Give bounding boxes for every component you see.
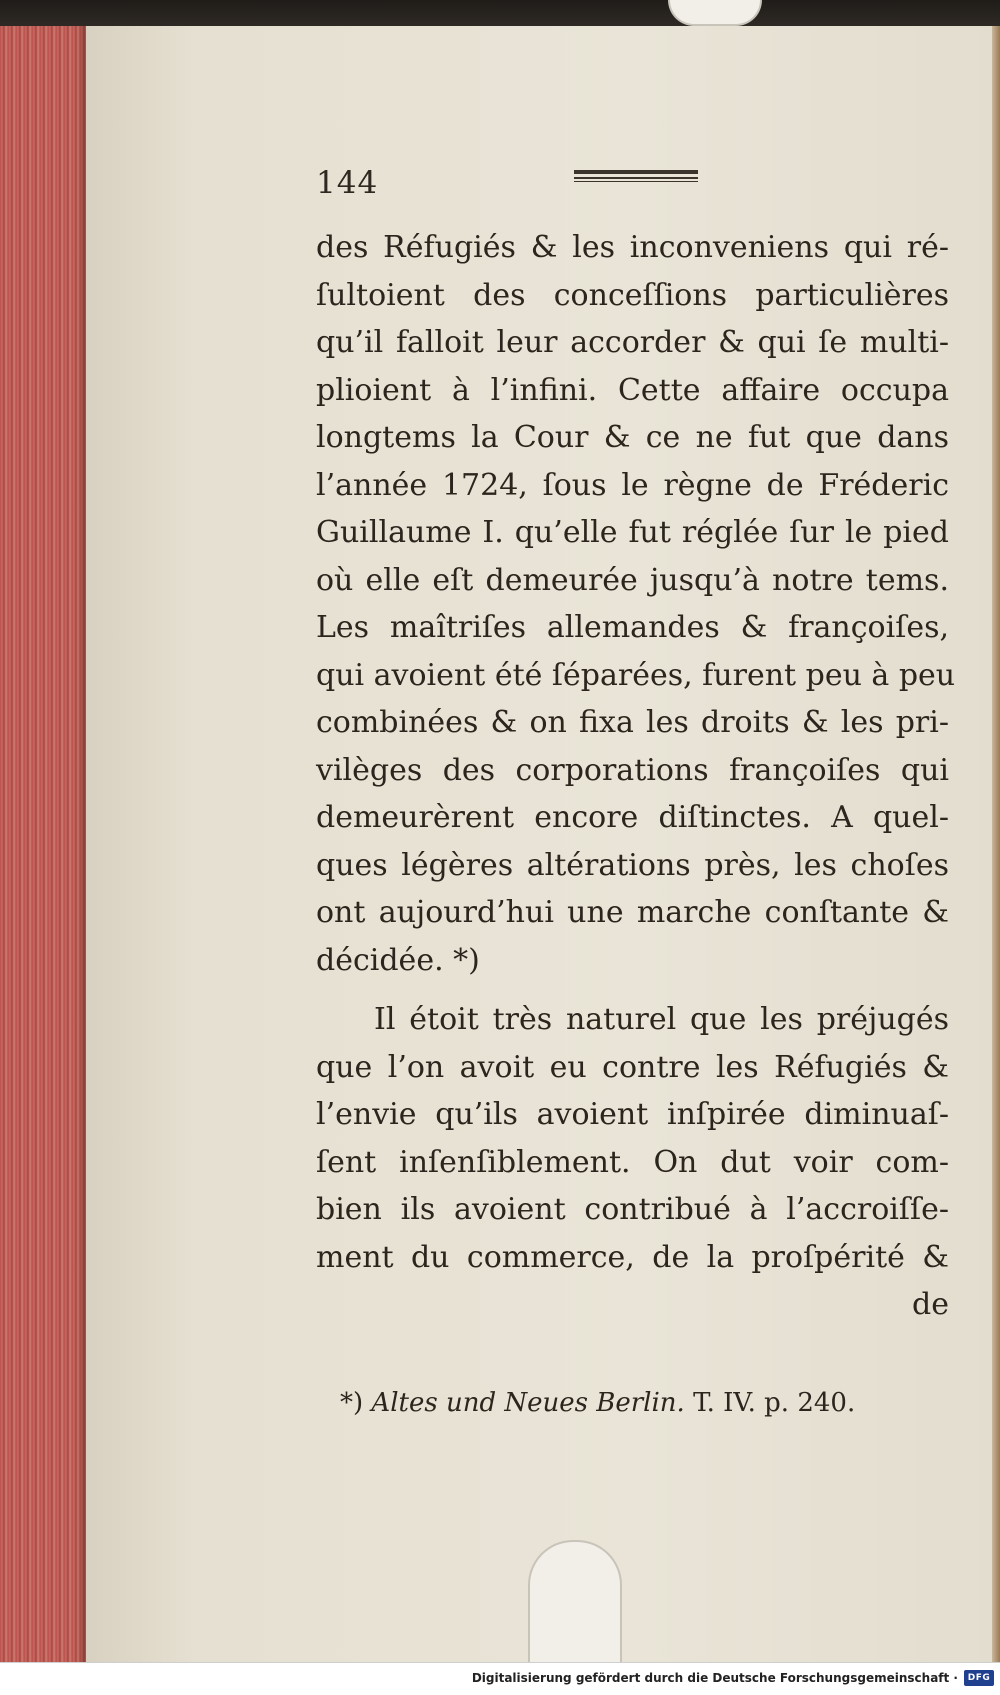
- text-line: décidée. *): [316, 942, 480, 978]
- header-ornament-rule: [574, 170, 698, 182]
- credit-text: Digitalisierung gefördert durch die Deutsche Forschungsgemeinschaft ·: [471, 1671, 958, 1685]
- text-line: ſultoient des conceſſions particulières: [316, 277, 949, 313]
- text-line: combinées & on fixa les droits & les pri-: [316, 705, 949, 740]
- text-line: l’année 1724, ſous le règne de Fréderic: [316, 467, 949, 503]
- text-line: ment du commerce, de la proſpérité &: [316, 1239, 949, 1275]
- text-line: demeurèrent encore diſtinctes. A quel-: [316, 800, 949, 835]
- scan-background-top: [0, 0, 1000, 26]
- catchword: de: [912, 1287, 949, 1322]
- text-line: plioient à l’infini. Cette affaire occupa: [316, 372, 949, 408]
- text-line: ont aujourd’hui une marche conſtante &: [316, 895, 949, 930]
- body-text: [316, 224, 956, 1329]
- text-line: ſent inſenſiblement. On dut voir com-: [316, 1144, 949, 1180]
- text-line: l’envie qu’ils avoient inſpirée diminuaſ-: [316, 1097, 949, 1132]
- footnote-source: Altes und Neues Berlin.: [371, 1388, 685, 1418]
- text-line: qu’il falloit leur accorder & qui ſe multi-: [316, 325, 949, 360]
- text-line: ques légères altérations près, les choſes: [316, 847, 949, 883]
- text-line: Il étoit très naturel que les préjugés: [374, 1002, 949, 1037]
- book-page-edges: [0, 26, 86, 1662]
- digitization-credit-bar: [0, 1662, 1000, 1695]
- footnote: [340, 1388, 855, 1418]
- page-clip-top: [668, 0, 762, 26]
- dfg-logo-icon: DFG: [964, 1670, 994, 1686]
- footnote-marker: *): [340, 1388, 364, 1418]
- text-line: des Réfugiés & les inconveniens qui ré-: [316, 230, 949, 265]
- text-line: vilèges des corporations françoiſes qui: [316, 752, 949, 788]
- text-line: où elle eſt demeurée jusqu’à notre tems.: [316, 562, 949, 598]
- text-line: que l’on avoit eu contre les Réfugiés &: [316, 1049, 949, 1085]
- text-line: bien ils avoient contribué à l’accroiſſe-: [316, 1192, 949, 1227]
- page-right-edge: [992, 26, 1000, 1662]
- text-line: Guillaume I. qu’elle fut réglée ſur le pied: [316, 515, 949, 550]
- footnote-reference: T. IV. p. 240.: [693, 1388, 856, 1418]
- text-line: longtems la Cour & ce ne fut que dans: [316, 420, 949, 455]
- page-number: 144: [316, 165, 379, 201]
- text-line: qui avoient été ſéparées, furent peu à peu: [316, 657, 956, 693]
- page-clip-bottom: [528, 1540, 622, 1662]
- text-line: Les maîtriſes allemandes & françoiſes,: [316, 610, 949, 645]
